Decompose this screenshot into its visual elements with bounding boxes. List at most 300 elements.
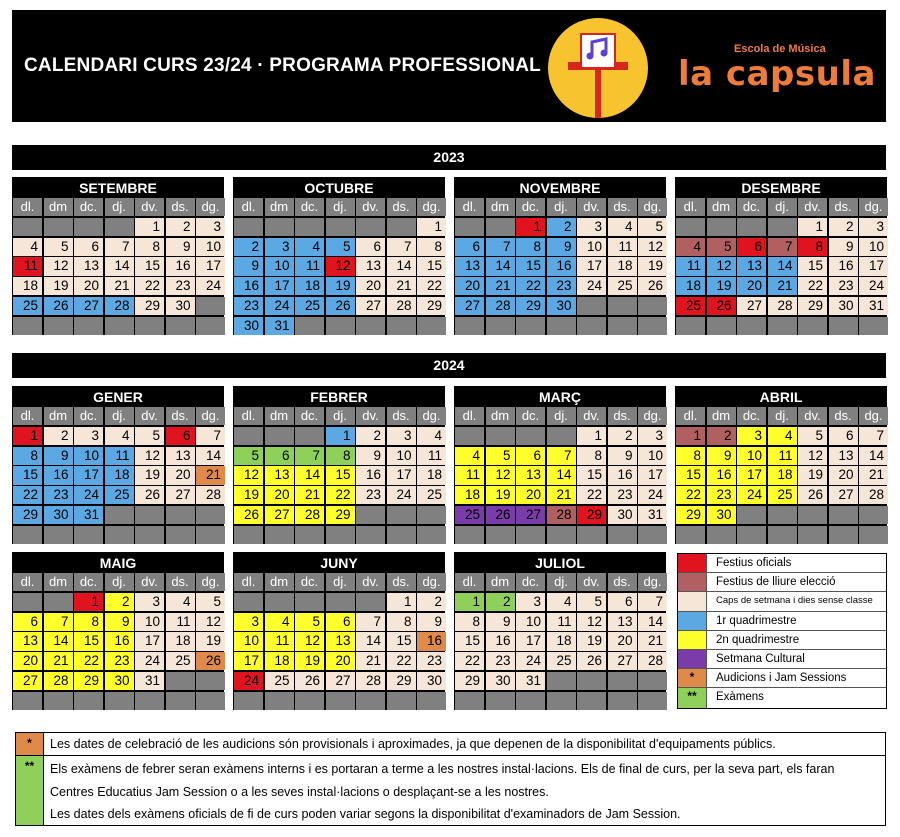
day-cell: 29 [455,672,484,690]
weekday-header: dc. [516,198,545,216]
weekday-header: dg. [196,407,225,425]
day-cell: 22 [577,486,606,504]
day-cell: 30 [608,506,637,524]
day-cell: 19 [234,486,263,504]
empty-cell [486,427,515,445]
empty-cell [234,692,263,710]
day-cell: 19 [196,632,225,650]
month-calendar-marc [454,386,666,544]
empty-cell [295,526,324,544]
day-cell: 20 [356,277,385,295]
weekday-header: dg. [859,407,888,425]
day-cell: 20 [608,632,637,650]
day-cell: 24 [638,486,667,504]
day-cell: 11 [13,257,42,275]
day-cell: 3 [859,218,888,236]
day-cell: 1 [135,218,164,236]
legend-item [678,592,886,611]
day-cell: 30 [707,506,736,524]
day-cell: 24 [196,277,225,295]
day-cell: 16 [829,257,858,275]
day-cell: 13 [74,257,103,275]
weekday-header: dc. [295,407,324,425]
weekday-header: dg. [196,198,225,216]
day-cell: 4 [105,427,134,445]
month-calendar-setembre [12,177,224,335]
legend-item [678,669,886,688]
empty-cell [13,218,42,236]
empty-cell [577,672,606,690]
day-cell: 5 [707,238,736,256]
legend-label: Exàmens [716,691,764,704]
weekday-header: dj. [326,198,355,216]
day-cell: 21 [638,632,667,650]
year-bar-2024: 2024 [12,353,886,378]
empty-cell [417,692,446,710]
day-cell: 5 [486,447,515,465]
legend-label: 1r quadrimestre [716,614,797,627]
day-cell: 8 [798,238,827,256]
legend-swatch [678,631,707,649]
day-cell: 7 [638,593,667,611]
day-cell: 15 [516,257,545,275]
day-cell: 22 [74,652,103,670]
empty-cell [387,218,416,236]
day-cell: 31 [74,506,103,524]
empty-cell [768,526,797,544]
day-cell: 19 [707,277,736,295]
month-grid [676,407,886,544]
empty-cell [105,692,134,710]
day-cell: 8 [326,447,355,465]
day-cell: 6 [455,238,484,256]
day-cell: 17 [737,466,766,484]
day-cell: 26 [326,297,355,315]
day-cell: 23 [166,277,195,295]
day-cell: 26 [577,652,606,670]
empty-cell [486,218,515,236]
day-cell: 28 [295,506,324,524]
legend-swatch [678,592,707,610]
day-cell: 25 [105,486,134,504]
day-cell: 21 [295,486,324,504]
empty-cell [707,317,736,335]
month-grid [234,407,444,544]
empty-cell [74,218,103,236]
day-cell: 29 [74,672,103,690]
day-cell: 14 [295,466,324,484]
month-name: OCTUBRE [304,180,374,196]
day-cell: 22 [798,277,827,295]
day-cell: 23 [829,277,858,295]
day-cell: 1 [417,218,446,236]
day-cell: 27 [516,506,545,524]
day-cell: 28 [387,297,416,315]
day-cell: 12 [577,613,606,631]
day-cell: 2 [166,218,195,236]
empty-cell [737,218,766,236]
day-cell: 23 [105,652,134,670]
day-cell: 27 [166,486,195,504]
day-cell: 19 [638,257,667,275]
day-cell: 10 [638,447,667,465]
empty-cell [13,317,42,335]
day-cell: 9 [707,447,736,465]
legend-label: Setmana Cultural [716,652,805,665]
weekday-header: dj. [768,198,797,216]
day-cell: 19 [135,466,164,484]
day-cell: 24 [577,277,606,295]
day-cell: 8 [13,447,42,465]
legend-swatch: ** [678,688,707,707]
weekday-header: dc. [516,573,545,591]
day-cell: 30 [547,297,576,315]
day-cell: 30 [486,672,515,690]
day-cell: 4 [265,613,294,631]
day-cell: 7 [356,613,385,631]
day-cell: 11 [166,613,195,631]
header-banner [12,10,886,122]
day-cell: 31 [859,297,888,315]
day-cell: 20 [166,466,195,484]
empty-cell [638,317,667,335]
empty-cell [356,692,385,710]
weekday-header: dg. [417,573,446,591]
day-cell: 18 [13,277,42,295]
empty-cell [326,593,355,611]
day-cell: 6 [326,613,355,631]
weekday-header: dv. [577,407,606,425]
day-cell: 12 [135,447,164,465]
day-cell: 17 [516,632,545,650]
weekday-header: dg. [196,573,225,591]
day-cell: 18 [166,632,195,650]
day-cell: 26 [44,297,73,315]
day-cell: 27 [455,297,484,315]
legend-item [678,554,886,573]
weekday-header: dm [44,198,73,216]
empty-cell [74,317,103,335]
footnote-text: Les dates dels exàmens oficials de fi de curs poden variar segons la disponibilitat d'examinadors de Jam Session. [50,807,681,821]
weekday-header: dc. [74,407,103,425]
day-cell: 15 [326,466,355,484]
empty-cell [676,317,705,335]
day-cell: 27 [13,672,42,690]
empty-cell [74,692,103,710]
day-cell: 12 [638,238,667,256]
day-cell: 20 [516,486,545,504]
day-cell: 23 [547,277,576,295]
day-cell: 14 [547,466,576,484]
day-cell: 13 [166,447,195,465]
footnote-audicions [16,733,885,756]
day-cell: 28 [486,297,515,315]
weekday-header: dc. [295,573,324,591]
day-cell: 11 [676,257,705,275]
day-cell: 29 [676,506,705,524]
empty-cell [13,692,42,710]
day-cell: 17 [196,257,225,275]
day-cell: 18 [455,486,484,504]
empty-cell [13,526,42,544]
day-cell: 30 [44,506,73,524]
day-cell: 26 [196,652,225,670]
day-cell: 25 [13,297,42,315]
empty-cell [516,427,545,445]
day-cell: 4 [417,427,446,445]
day-cell: 14 [356,632,385,650]
empty-cell [196,317,225,335]
day-cell: 18 [417,466,446,484]
month-calendar-gener [12,386,224,544]
month-grid [234,573,444,710]
day-cell: 31 [135,672,164,690]
day-cell: 13 [516,466,545,484]
day-cell: 16 [234,277,263,295]
weekday-header: dl. [676,407,705,425]
month-name: GENER [93,389,143,405]
month-name: MAIG [99,555,137,571]
legend-label: Festius de lliure elecció [716,576,836,589]
month-grid [676,198,886,335]
day-cell: 5 [638,218,667,236]
weekday-header: ds. [387,573,416,591]
weekday-header: dm [265,407,294,425]
day-cell: 6 [737,238,766,256]
empty-cell [105,317,134,335]
day-cell: 16 [105,632,134,650]
day-cell: 21 [387,277,416,295]
day-cell: 1 [577,427,606,445]
legend-item [678,612,886,631]
day-cell: 2 [44,427,73,445]
weekday-header: dv. [798,407,827,425]
empty-cell [577,692,606,710]
day-cell: 27 [829,486,858,504]
empty-cell [486,692,515,710]
day-cell: 10 [737,447,766,465]
empty-cell [326,317,355,335]
day-cell: 20 [13,652,42,670]
day-cell: 17 [234,652,263,670]
day-cell: 9 [105,613,134,631]
day-cell: 30 [105,672,134,690]
month-name: JULIOL [535,555,585,571]
empty-cell [547,672,576,690]
day-cell: 8 [417,238,446,256]
day-cell: 9 [608,447,637,465]
month-grid [455,407,665,544]
weekday-header: ds. [387,198,416,216]
day-cell: 1 [13,427,42,445]
weekday-header: dg. [638,198,667,216]
day-cell: 7 [486,238,515,256]
day-cell: 3 [74,427,103,445]
day-cell: 15 [577,466,606,484]
day-cell: 3 [135,593,164,611]
day-cell: 25 [608,277,637,295]
day-cell: 29 [326,506,355,524]
day-cell: 23 [417,652,446,670]
day-cell: 20 [829,466,858,484]
empty-cell [196,297,225,315]
day-cell: 21 [768,277,797,295]
empty-cell [295,218,324,236]
day-cell: 20 [74,277,103,295]
day-cell: 13 [326,632,355,650]
legend-swatch [678,573,707,591]
day-cell: 22 [417,277,446,295]
day-cell: 15 [798,257,827,275]
day-cell: 6 [829,427,858,445]
day-cell: 20 [265,486,294,504]
day-cell: 21 [486,277,515,295]
day-cell: 2 [486,593,515,611]
weekday-header: dj. [547,198,576,216]
day-cell: 17 [387,466,416,484]
day-cell: 14 [196,447,225,465]
empty-cell [265,427,294,445]
footnote-symbol: ** [16,756,44,825]
day-cell: 26 [135,486,164,504]
day-cell: 8 [135,238,164,256]
day-cell: 25 [417,486,446,504]
day-cell: 10 [265,257,294,275]
day-cell: 23 [486,652,515,670]
empty-cell [387,526,416,544]
weekday-header: dc. [737,198,766,216]
empty-cell [608,692,637,710]
day-cell: 1 [74,593,103,611]
weekday-header: dm [265,198,294,216]
day-cell: 4 [13,238,42,256]
empty-cell [768,506,797,524]
day-cell: 6 [608,593,637,611]
day-cell: 26 [707,297,736,315]
day-cell: 12 [196,613,225,631]
weekday-header: dg. [417,407,446,425]
legend-swatch [678,650,707,668]
day-cell: 15 [135,257,164,275]
day-cell: 11 [265,632,294,650]
empty-cell [798,317,827,335]
day-cell: 23 [44,486,73,504]
empty-cell [234,593,263,611]
empty-cell [608,672,637,690]
legend-label: 2n quadrimestre [716,633,800,646]
day-cell: 14 [638,613,667,631]
empty-cell [577,317,606,335]
day-cell: 28 [768,297,797,315]
empty-cell [547,692,576,710]
day-cell: 8 [74,613,103,631]
day-cell: 21 [44,652,73,670]
day-cell: 24 [74,486,103,504]
empty-cell [265,218,294,236]
day-cell: 22 [455,652,484,670]
empty-cell [768,218,797,236]
day-cell: 10 [74,447,103,465]
day-cell: 27 [737,297,766,315]
empty-cell [74,526,103,544]
day-cell: 19 [798,466,827,484]
footnote-text: Les dates de celebració de les audicions són provisionals i aproximades, ja que depenen de la disponibilitat d'equipaments públics. [50,737,776,751]
day-cell: 29 [516,297,545,315]
empty-cell [356,218,385,236]
day-cell: 29 [417,297,446,315]
weekday-header: dv. [577,198,606,216]
day-cell: 11 [105,447,134,465]
day-cell: 4 [608,218,637,236]
day-cell: 22 [387,652,416,670]
month-calendar-octubre [233,177,445,335]
day-cell: 5 [295,613,324,631]
empty-cell [417,506,446,524]
day-cell: 27 [356,297,385,315]
empty-cell [166,672,195,690]
weekday-header: dg. [638,573,667,591]
empty-cell [356,526,385,544]
empty-cell [13,593,42,611]
empty-cell [859,506,888,524]
day-cell: 29 [577,506,606,524]
day-cell: 4 [455,447,484,465]
weekday-header: dm [707,198,736,216]
day-cell: 15 [676,466,705,484]
empty-cell [798,506,827,524]
empty-cell [516,317,545,335]
day-cell: 26 [295,672,324,690]
weekday-header: dj. [105,198,134,216]
month-grid [13,573,223,710]
day-cell: 7 [44,613,73,631]
weekday-header: dl. [234,198,263,216]
music-stand-logo-icon [548,18,648,118]
day-cell: 22 [13,486,42,504]
day-cell: 27 [265,506,294,524]
day-cell: 28 [356,672,385,690]
day-cell: 3 [196,218,225,236]
empty-cell [608,317,637,335]
day-cell: 24 [387,486,416,504]
legend-label: Audicions i Jam Sessions [716,672,847,685]
day-cell: 24 [234,672,263,690]
day-cell: 5 [135,427,164,445]
empty-cell [295,317,324,335]
day-cell: 5 [798,427,827,445]
day-cell: 20 [455,277,484,295]
weekday-header: dj. [768,407,797,425]
day-cell: 24 [135,652,164,670]
day-cell: 24 [859,277,888,295]
brand-logo [674,38,884,98]
day-cell: 27 [608,652,637,670]
weekday-header: dc. [516,407,545,425]
empty-cell [135,526,164,544]
day-cell: 2 [234,238,263,256]
footnote-text: Els exàmens de febrer seran exàmens interns i es portaran a terme a les nostres instal·lacions. Els de final de curs, per la seva part, els faran [50,762,835,776]
day-cell: 23 [707,486,736,504]
day-cell: 28 [105,297,134,315]
empty-cell [829,317,858,335]
weekday-header: dv. [135,198,164,216]
empty-cell [265,692,294,710]
empty-cell [166,506,195,524]
weekday-header: dv. [577,573,606,591]
day-cell: 2 [105,593,134,611]
day-cell: 2 [707,427,736,445]
day-cell: 30 [234,317,263,335]
